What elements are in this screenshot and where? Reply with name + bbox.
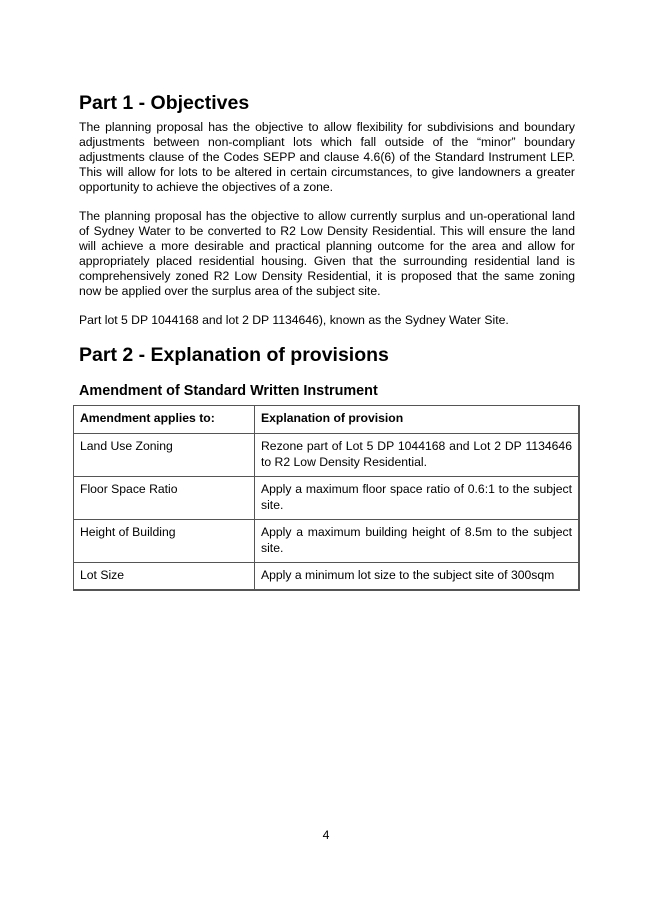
provisions-table — [73, 405, 580, 591]
table-cell-explanation: Apply a maximum building height of 8.5m to the subject site. — [255, 520, 580, 563]
table-row — [74, 520, 580, 563]
part1-heading: Part 1 - Objectives — [79, 92, 250, 114]
part2-heading: Part 2 - Explanation of provisions — [79, 344, 389, 366]
table-cell-explanation: Apply a minimum lot size to the subject site of 300sqm — [255, 563, 580, 590]
table-row — [74, 477, 580, 520]
table-header-row — [74, 406, 580, 434]
table-header-applies-to: Amendment applies to: — [74, 406, 255, 434]
table-cell-amendment: Height of Building — [74, 520, 255, 563]
table-cell-explanation: Rezone part of Lot 5 DP 1044168 and Lot 2 DP 1134646 to R2 Low Density Residential. — [255, 434, 580, 477]
table-cell-amendment: Land Use Zoning — [74, 434, 255, 477]
table-row — [74, 563, 580, 590]
table-cell-amendment: Lot Size — [74, 563, 255, 590]
part1-paragraph-2: The planning proposal has the objective to allow currently surplus and un-operational land of Sydney Water to be converted to R2 Low Density Residential. This will ensure the land will achieve a more desirable and practical planning outcome for the area and allow for appropriately placed residential housing. Given that the surrounding residential land is comprehensively zoned R2 Low Density Residential, it is proposed that the same zoning now be applied over the surplus area of the subject site. — [79, 209, 575, 298]
table-header-explanation: Explanation of provision — [255, 406, 580, 434]
page-content — [79, 92, 575, 591]
table-cell-explanation: Apply a maximum floor space ratio of 0.6:1 to the subject site. — [255, 477, 580, 520]
table-cell-amendment: Floor Space Ratio — [74, 477, 255, 520]
amendment-subheading: Amendment of Standard Written Instrument — [79, 383, 378, 399]
page-number: 4 — [322, 828, 330, 842]
table-row — [74, 434, 580, 477]
part1-paragraph-1: The planning proposal has the objective to allow flexibility for subdivisions and boundary adjustments between non-compliant lots which fall outside of the “minor” boundary adjustments clause of the Codes SEPP and clause 4.6(6) of the Standard Instrument LEP. This will allow for lots to be altered in certain circumstances, to give landowners a greater opportunity to achieve the objectives of a zone. — [79, 120, 575, 194]
part1-paragraph-3: Part lot 5 DP 1044168 and lot 2 DP 1134646), known as the Sydney Water Site. — [79, 313, 509, 327]
